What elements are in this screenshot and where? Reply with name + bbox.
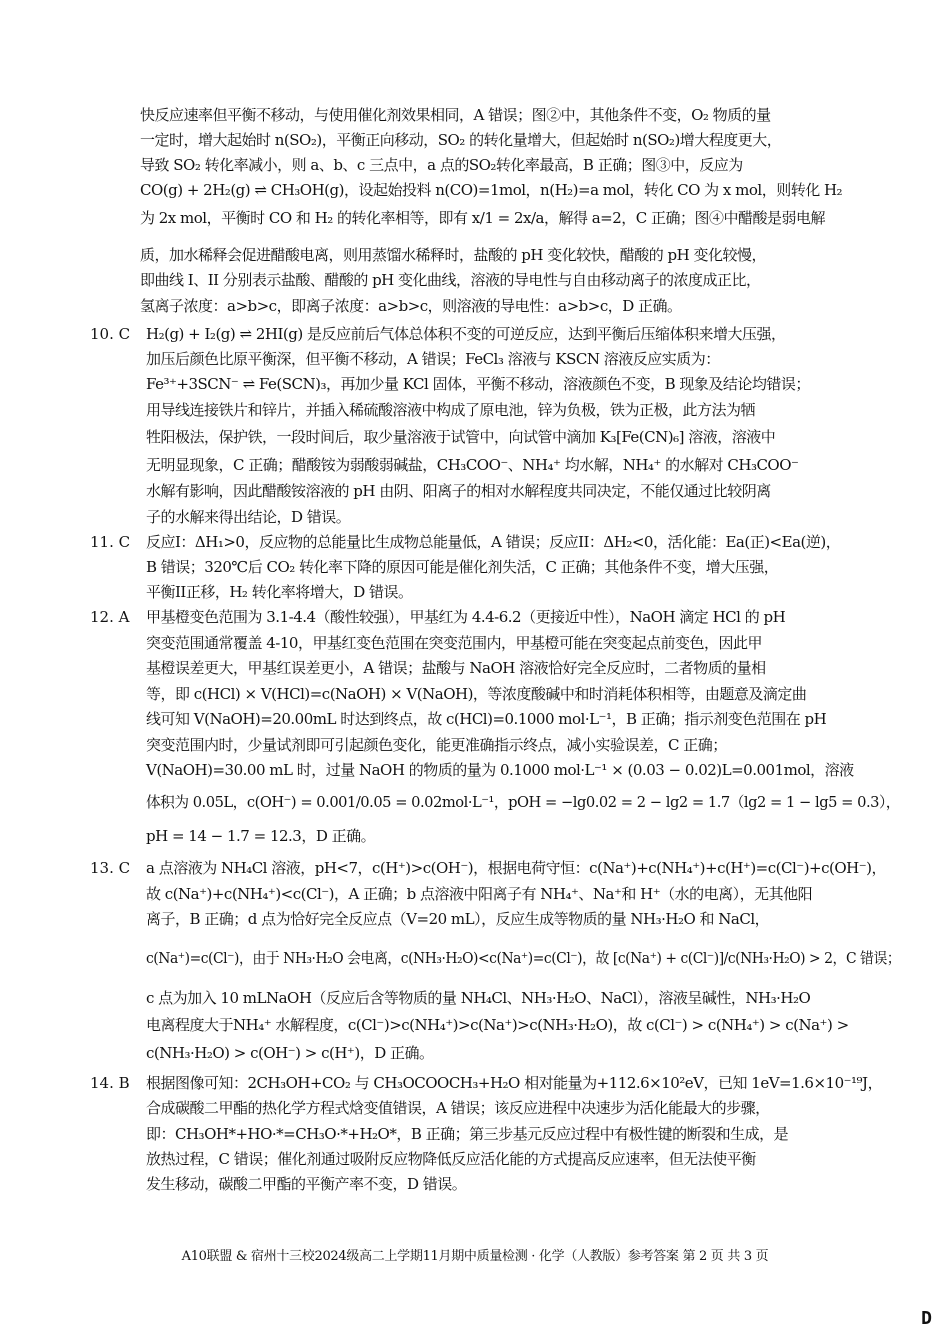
answer-9-line-3: 导致 SO₂ 转化率减小，则 a、b、c 三点中，a 点的SO₂转化率最高，B 正确；图③中，反应为 bbox=[140, 156, 743, 174]
answer-13-line-5: c 点为加入 10 mLNaOH（反应后含等物质的量 NH₄Cl、NH₃·H₂O、NaCl），溶液呈碱性，NH₃·H₂O bbox=[146, 989, 811, 1007]
answer-11-line-1: 反应I：ΔH₁>0，反应物的总能量比生成物总能量低，A 错误；反应II：ΔH₂<0，活化能：Ea(正)<Ea(逆)， bbox=[146, 533, 841, 551]
answer-10-number: 10. C bbox=[90, 325, 131, 343]
answer-14-number: 14. B bbox=[90, 1074, 130, 1092]
answer-13-line-1: a 点溶液为 NH₄Cl 溶液，pH<7，c(H⁺)>c(OH⁻)，根据电荷守恒：c(Na⁺)+c(NH₄⁺)+c(H⁺)=c(Cl⁻)+c(OH⁻)， bbox=[146, 859, 887, 877]
answer-12-line-5: 线可知 V(NaOH)=20.00mL 时达到终点，故 c(HCl)=0.1000 mol·L⁻¹，B 正确；指示剂变色范围在 pH bbox=[146, 710, 827, 728]
answer-9-line-8: 氢离子浓度：a>b>c，即离子浓度：a>b>c，则溶液的导电性：a>b>c，D 正确。 bbox=[140, 297, 682, 315]
answer-10-line-2: 加压后颜色比原平衡深，但平衡不移动，A 错误；FeCl₃ 溶液与 KSCN 溶液反应实质为： bbox=[146, 350, 720, 368]
answer-10-line-6: 无明显现象，C 正确；醋酸铵为弱酸弱碱盐，CH₃COO⁻、NH₄⁺ 均水解，NH₄⁺ 的水解对 CH₃COO⁻ bbox=[146, 456, 799, 474]
answer-14-line-1: 根据图像可知：2CH₃OH+CO₂ 与 CH₃OCOOCH₃+H₂O 相对能量为+112.6×10²eV，已知 1eV=1.6×10⁻¹⁹J， bbox=[146, 1074, 883, 1092]
answer-10-line-5: 牲阳极法，保护铁，一段时间后，取少量溶液于试管中，向试管中滴加 K₃[Fe(CN)₆] 溶液，溶液中 bbox=[146, 428, 776, 446]
answer-10-line-4: 用导线连接铁片和锌片，并插入稀硫酸溶液中构成了原电池，锌为负极，铁为正极，此方法为牺 bbox=[146, 401, 756, 419]
page-footer: A10联盟 & 宿州十三校2024级高二上学期11月期中质量检测 · 化学（人教版）参考答案 第 2 页 共 3 页 bbox=[181, 1249, 769, 1264]
answer-14-line-4: 放热过程，C 错误；催化剂通过吸附反应物降低反应活化能的方式提高反应速率，但无法使平衡 bbox=[146, 1150, 756, 1168]
answer-12-number: 12. A bbox=[90, 608, 130, 626]
answer-10-line-3: Fe³⁺+3SCN⁻ ⇌ Fe(SCN)₃，再加少量 KCl 固体，平衡不移动，溶液颜色不变，B 现象及结论均错误； bbox=[146, 375, 810, 393]
answer-13-line-2: 故 c(Na⁺)+c(NH₄⁺)<c(Cl⁻)，A 正确；b 点溶液中阳离子有 NH₄⁺、Na⁺和 H⁺（水的电离），无其他阳 bbox=[146, 885, 813, 903]
answer-11-line-2: B 错误；320℃后 CO₂ 转化率下降的原因可能是催化剂失活，C 正确；其他条件不变，增大压强， bbox=[146, 558, 779, 576]
corner-mark: D bbox=[921, 1308, 932, 1329]
answer-9-line-4: CO(g) + 2H₂(g) ⇌ CH₃OH(g)，设起始投料 n(CO)=1mol，n(H₂)=a mol，转化 CO 为 x mol，则转化 H₂ bbox=[140, 181, 843, 199]
answer-9-line-5: 为 2x mol，平衡时 CO 和 H₂ 的转化率相等，即有 x/1 = 2x/a，解得 a=2，C 正确；图④中醋酸是弱电解 bbox=[140, 209, 826, 227]
answer-12-line-2: 突变范围通常覆盖 4-10，甲基红变色范围在突变范围内，甲基橙可能在突变起点前变色，因此甲 bbox=[146, 634, 762, 652]
answer-13-line-7: c(NH₃·H₂O) > c(OH⁻) > c(H⁺)，D 正确。 bbox=[146, 1044, 434, 1062]
answer-12-line-6: 突变范围内时，少量试剂即可引起颜色变化，能更准确指示终点，减小实验误差，C 正确； bbox=[146, 736, 727, 754]
answer-9-line-7: 即曲线 I、II 分别表示盐酸、醋酸的 pH 变化曲线，溶液的导电性与自由移动离子的浓度成正比， bbox=[140, 271, 761, 289]
answer-12-line-9: pH = 14 − 1.7 = 12.3，D 正确。 bbox=[146, 827, 376, 845]
answer-11-line-3: 平衡II正移，H₂ 转化率将增大，D 错误。 bbox=[146, 583, 413, 601]
answer-12-line-7: V(NaOH)=30.00 mL 时，过量 NaOH 的物质的量为 0.1000 mol·L⁻¹ × (0.03 − 0.02)L=0.001mol，溶液 bbox=[146, 761, 854, 779]
answer-12-line-1: 甲基橙变色范围为 3.1-4.4（酸性较强），甲基红为 4.4-6.2（更接近中性），NaOH 滴定 HCl 的 pH bbox=[146, 608, 786, 626]
answer-13-line-6: 电离程度大于NH₄⁺ 水解程度，c(Cl⁻)>c(NH₄⁺)>c(Na⁺)>c(NH₃·H₂O)，故 c(Cl⁻) > c(NH₄⁺) > c(Na⁺) > bbox=[146, 1016, 849, 1034]
answer-13-line-4: c(Na⁺)=c(Cl⁻)，由于 NH₃·H₂O 会电离，c(NH₃·H₂O)<c(Na⁺)=c(Cl⁻)，故 [c(Na⁺) + c(Cl⁻)]/c(NH₃·H₂O) > 2，C 错误； bbox=[146, 949, 901, 967]
answer-10-line-1: H₂(g) + I₂(g) ⇌ 2HI(g) 是反应前后气体总体积不变的可逆反应，达到平衡后压缩体积来增大压强， bbox=[146, 325, 786, 343]
answer-14-line-2: 合成碳酸二甲酯的热化学方程式焓变值错误，A 错误；该反应进程中决速步为活化能最大的步骤， bbox=[146, 1099, 770, 1117]
answer-10-line-7: 水解有影响，因此醋酸铵溶液的 pH 由阴、阳离子的相对水解程度共同决定，不能仅通过比较阴离 bbox=[146, 482, 771, 500]
answer-9-line-1: 快反应速率但平衡不移动，与使用催化剂效果相同，A 错误；图②中，其他条件不变，O₂ 物质的量 bbox=[140, 106, 771, 124]
answer-12-line-3: 基橙误差更大，甲基红误差更小，A 错误；盐酸与 NaOH 溶液恰好完全反应时，二者物质的量相 bbox=[146, 659, 766, 677]
answer-12-line-4: 等，即 c(HCl) × V(HCl)=c(NaOH) × V(NaOH)，等浓度酸碱中和时消耗体积相等，由题意及滴定曲 bbox=[146, 685, 807, 703]
answer-11-number: 11. C bbox=[90, 533, 131, 551]
answer-13-line-3: 离子，B 正确；d 点为恰好完全反应点（V=20 mL），反应生成等物质的量 NH₃·H₂O 和 NaCl， bbox=[146, 910, 770, 928]
answer-9-line-6: 质，加水稀释会促进醋酸电离，则用蒸馏水稀释时，盐酸的 pH 变化较快，醋酸的 pH 变化较慢， bbox=[140, 246, 766, 264]
answer-13-number: 13. C bbox=[90, 859, 131, 877]
answer-14-line-3: 即：CH₃OH*+HO·*=CH₃O·*+H₂O*，B 正确；第三步基元反应过程中有极性键的断裂和生成，是 bbox=[146, 1125, 789, 1143]
answer-10-line-8: 子的水解来得出结论，D 错误。 bbox=[146, 508, 351, 526]
answer-12-line-8: 体积为 0.05L，c(OH⁻) = 0.001/0.05 = 0.02mol·L⁻¹，pOH = −lg0.02 = 2 − lg2 = 1.7（lg2 = 1 − lg5 = 0.3）， bbox=[146, 793, 900, 811]
answer-9-line-2: 一定时，增大起始时 n(SO₂)，平衡正向移动，SO₂ 的转化量增大，但起始时 n(SO₂)增大程度更大， bbox=[140, 131, 782, 149]
answer-14-line-5: 发生移动，碳酸二甲酯的平衡产率不变，D 错误。 bbox=[146, 1175, 467, 1193]
